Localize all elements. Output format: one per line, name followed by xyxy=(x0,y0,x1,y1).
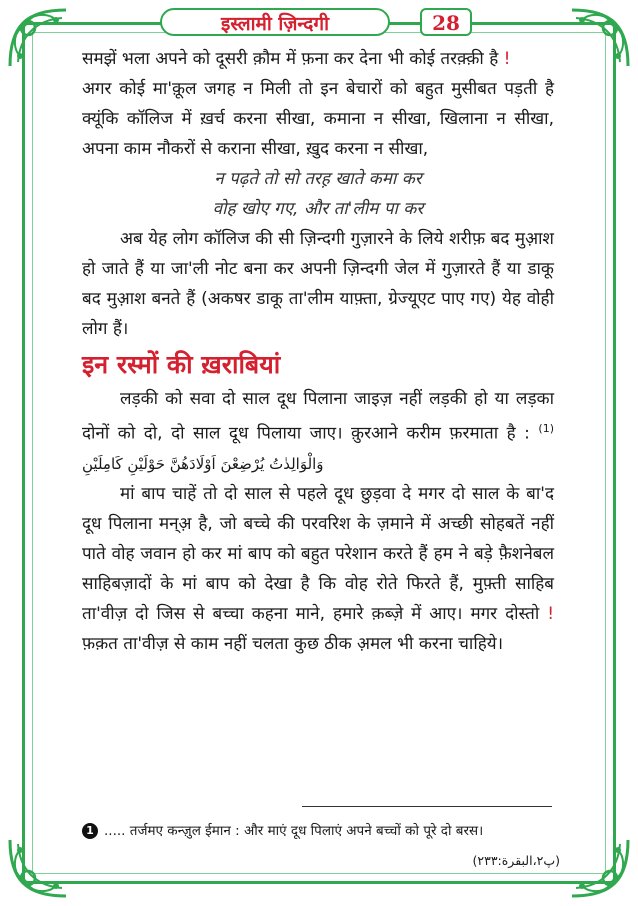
verse-line-1: न पढ़ते तो सो तरह़ खाते कमा कर xyxy=(214,169,422,189)
verse-line-2: वोह खोए गए, और ता'लीम पा कर xyxy=(212,199,424,219)
footnote xyxy=(82,820,562,842)
footnote-reference: (1) xyxy=(538,422,555,435)
footnote-source-reference: (پ۲،البقرة:۲۳۳) xyxy=(472,853,560,868)
paragraph-3: अब येह लोग कॉलिज की सी ज़िन्दगी गुज़ारने के लिये शरीफ़ बद मुआ़श हो जाते हैं या जा'ली नोट बना कर अपनी ज़िन्दगी जेल में गुज़ारते हैं या डाकू बद मुआ़श बनते हैं (अकषर डाकू ता'लीम याफ़्ता, ग्रेज्यूएट पाए गए) येह वोही लोग हैं। xyxy=(82,229,554,339)
paragraph-5 xyxy=(82,479,554,659)
corner-ornament-icon xyxy=(6,836,70,900)
exclamation-mark: ! xyxy=(547,603,555,624)
footnote-divider xyxy=(302,806,552,807)
book-title: इस्लामी ज़िन्दगी xyxy=(160,8,390,36)
paragraph-4 xyxy=(82,384,554,479)
page-body xyxy=(82,44,554,659)
paragraph-4-text: लड़की को सवा दो साल दूध पिलाना जाइज़ नहीं लड़की हो या लड़का दोनों को दो, दो साल दूध पिलाया जाए। क़ुरआने करीम फ़रमाता है : xyxy=(82,389,554,444)
corner-ornament-icon xyxy=(568,836,632,900)
quran-verse: وَالْوَالِدٰتُ یُرْضِعْنَ اَوْلَادَهُنَّ حَوْلَیْنِ كَامِلَیْنِ xyxy=(82,454,324,473)
paragraph-1-text: समझें भला अपने को दूसरी क़ौम में फ़ना कर देना भी कोई तरक़्क़ी है xyxy=(82,49,499,69)
paragraph-1 xyxy=(82,44,554,74)
footnote-text: ..... तर्जमए कन्ज़ुल ईमान : और माएं दूध पिलाएं अपने बच्चों को पूरे दो बरस। xyxy=(104,823,484,839)
paragraph-5-text-2: फ़क़त ता'वीज़ से काम नहीं चलता कुछ ठीक अ़मल भी करना चाहिये। xyxy=(82,633,504,654)
section-heading: इन रस्मों की ख़राबियां xyxy=(82,350,281,379)
footnote-number: 1 xyxy=(82,823,98,839)
page-number: 28 xyxy=(420,8,472,36)
exclamation-mark: ! xyxy=(503,49,511,69)
paragraph-2: अगर कोई मा'क़ूल जगह न मिली तो इन बेचारों को बहुत मुसीबत पड़ती है क्यूंकि कॉलिज में ख़र्च करना सीखा, कमाना न सीखा, खिलाना न सीखा, अपना काम नौकरों से कराना सीखा, ख़ुद करना न सीखा, xyxy=(82,79,554,159)
page-header xyxy=(0,6,638,42)
paragraph-5-text-1: मां बाप चाहें तो दो साल से पहले दूध छुड़वा दे मगर दो साल के बा'द दूध पिलाना मन्अ़ है, जो बच्चे की परवरिश के ज़माने में अच्छी सोहबतें नहीं पाते वोह जवान हो कर मां बाप को बहुत परेशान करते हैं हम ने बड़े फ़ैशनेबल साहिबज़ादों के मां बाप को देखा है कि वोह रोते फिरते हैं, मुफ़्ती साहिब ता'वीज़ दो जिस से बच्चा कहना माने, हमारे क़ब्ज़े में आए। मगर दोस्तो xyxy=(82,483,554,624)
